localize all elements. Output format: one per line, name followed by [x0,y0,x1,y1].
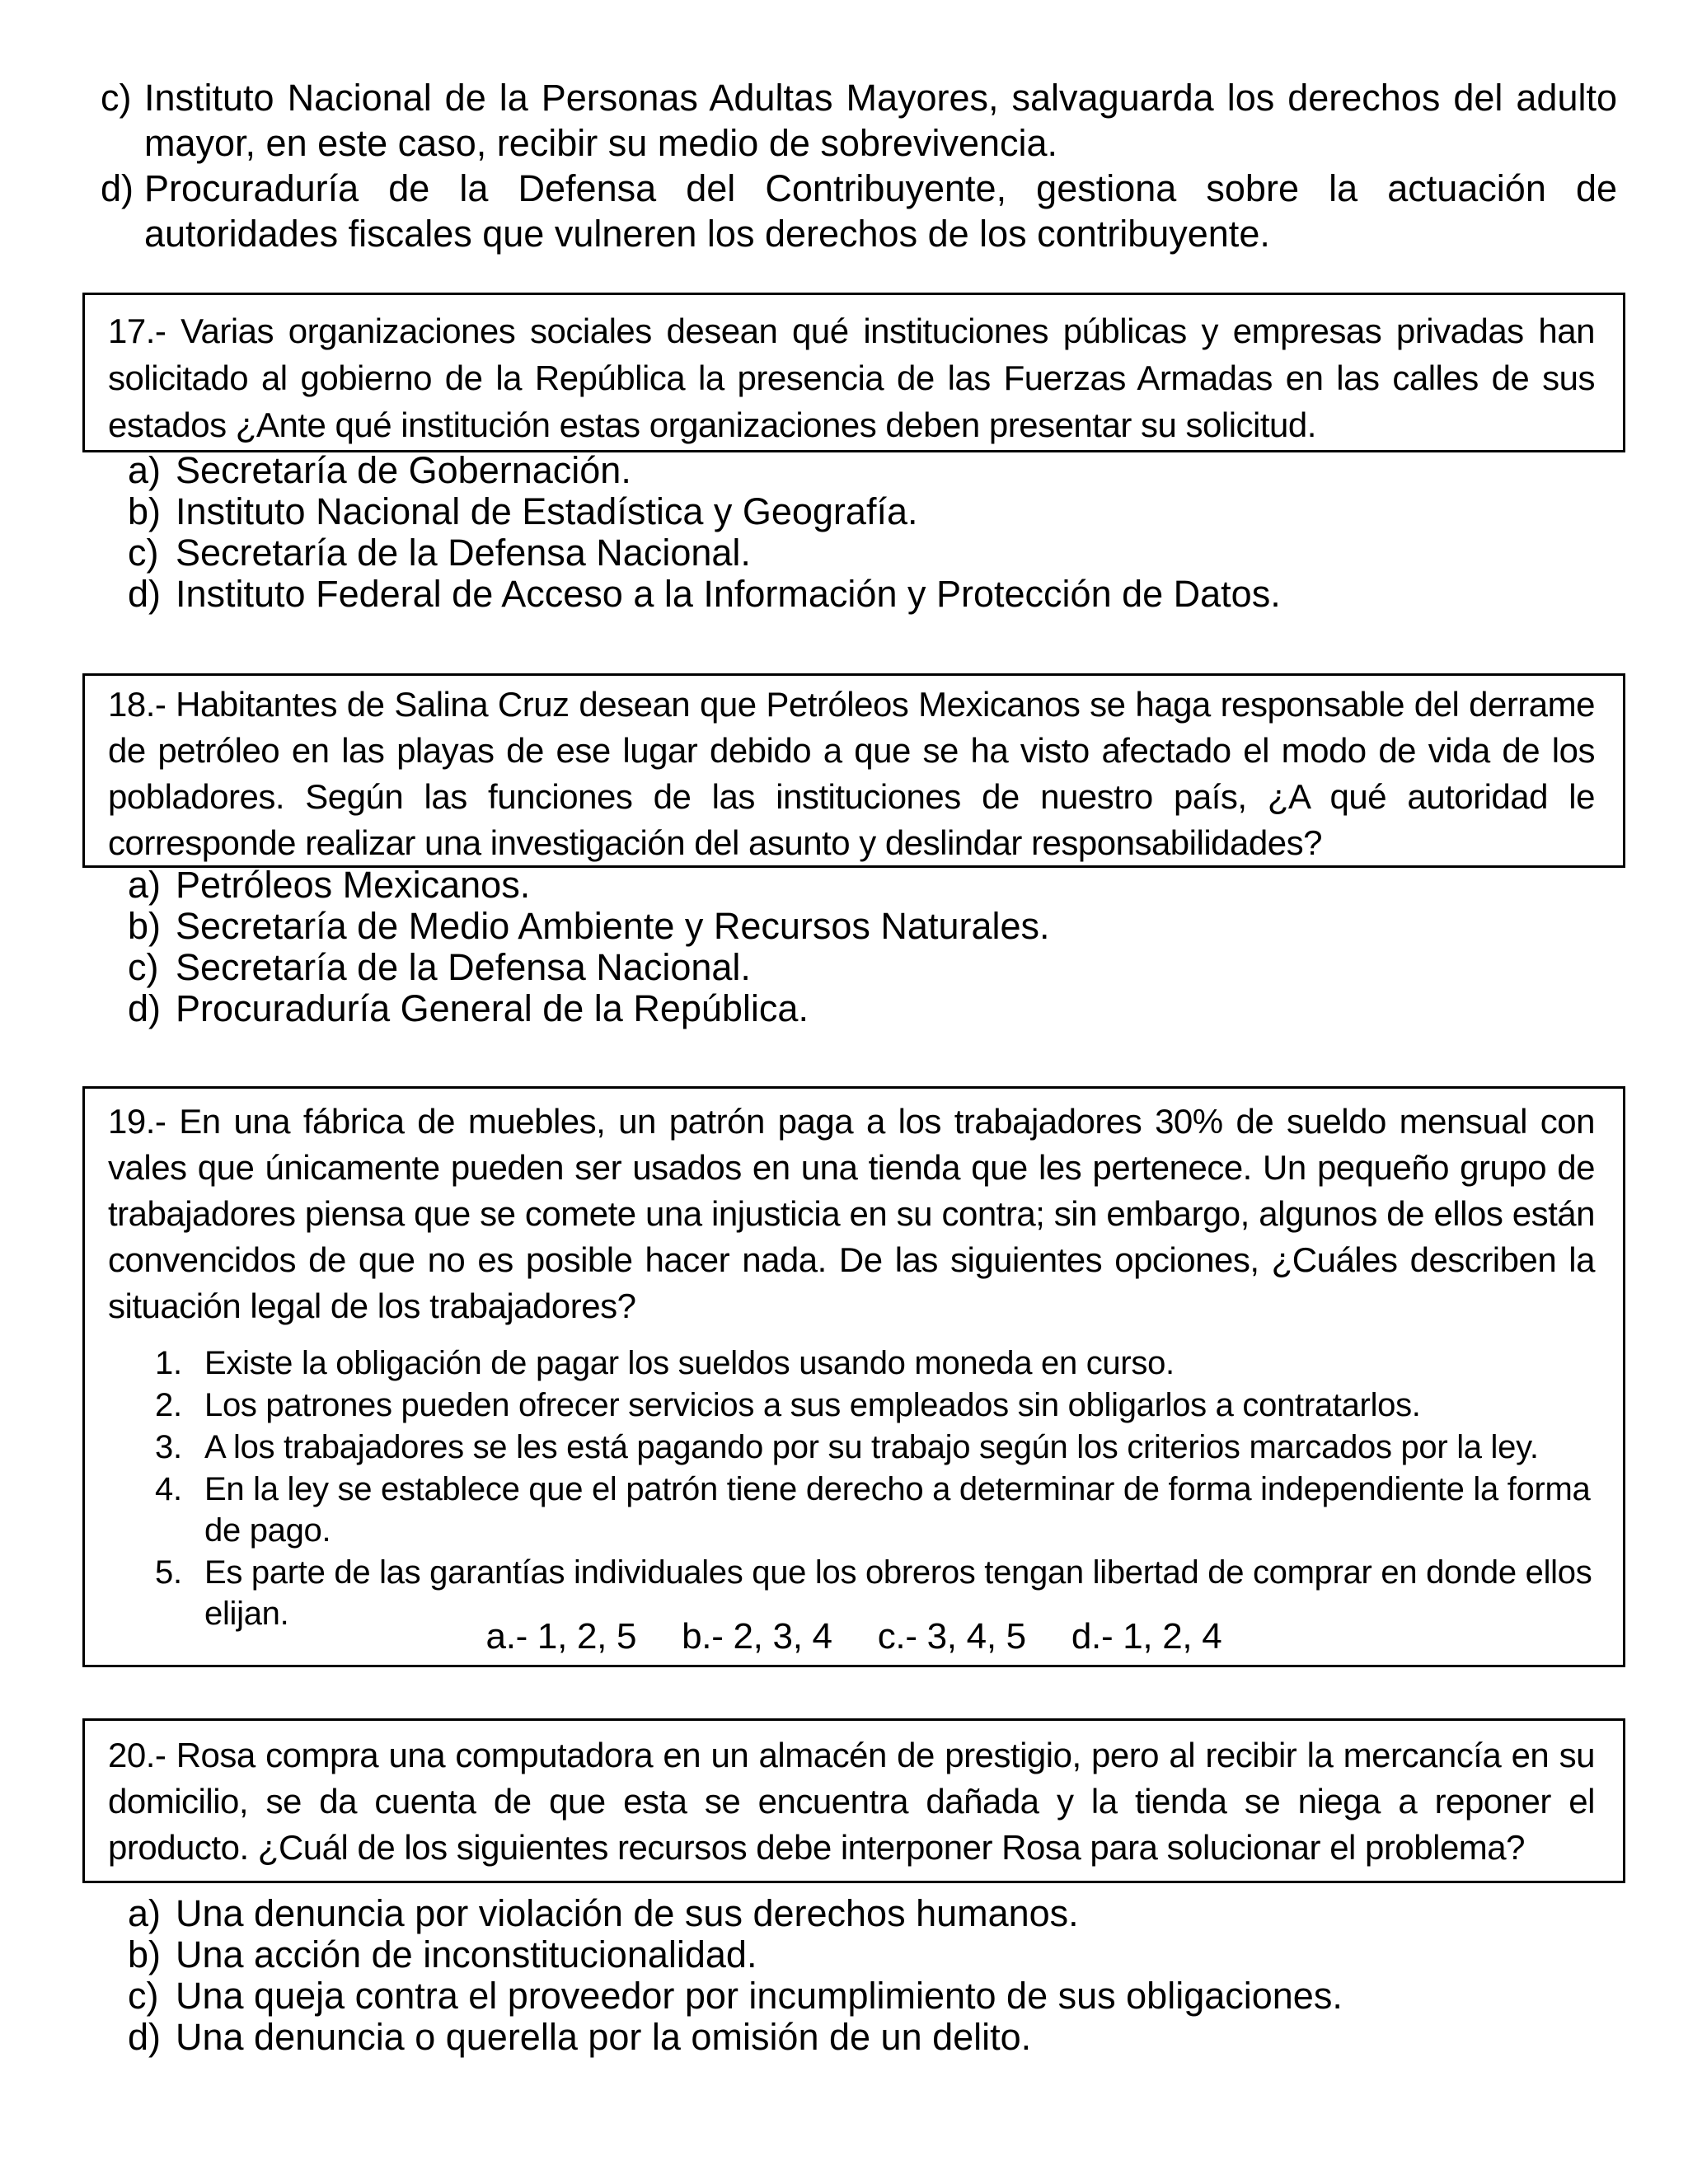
question-20-option-a [128,1893,1620,1934]
option-marker: a) [128,864,162,906]
option-marker: b) [128,905,162,947]
statement-marker: 2. [155,1387,182,1423]
question-19-answer-combinations [85,1616,1623,1657]
option-text: Procuraduría de la Defensa del Contribuyente, gestiona sobre la actuación de autoridades fiscales que vulneren los derechos de los contribuyente. [144,167,1617,255]
statement-text: A los trabajadores se les está pagando por su trabajo según los criterios marcados por la ley. [204,1429,1539,1465]
question-17-box [82,293,1625,452]
option-text: Petróleos Mexicanos. [176,864,531,906]
statement-2 [155,1385,1595,1426]
intro-option-d [101,166,1617,256]
option-text: Instituto Nacional de Estadística y Geografía. [176,490,918,532]
question-19-statements [108,1343,1595,1634]
question-17-option-d [128,574,1620,615]
question-18-box [82,673,1625,868]
option-marker: c) [128,1975,159,2017]
question-17-option-c [128,532,1620,574]
statement-3 [155,1427,1595,1468]
statement-1 [155,1343,1595,1384]
question-18-prompt: 18.- Habitantes de Salina Cruz desean que Petróleos Mexicanos se haga responsable del derrame de petróleo en las playas de ese lugar debido a que se ha visto afectado el modo de vida de los pobladores. Según las funciones de las instituciones de nuestro país, ¿A qué autoridad le corresponde realizar una investigación del asunto y deslindar responsabilidades? [108,685,1595,862]
option-marker: d) [128,573,162,615]
statement-marker: 1. [155,1345,182,1381]
statement-marker: 3. [155,1429,182,1465]
combination-a: a.- 1, 2, 5 [485,1616,637,1657]
combination-d: d.- 1, 2, 4 [1071,1616,1222,1657]
option-text: Instituto Nacional de la Personas Adultas Mayores, salvaguarda los derechos del adulto mayor, en este caso, recibir su medio de sobrevivencia. [144,77,1617,164]
statement-text: Los patrones pueden ofrecer servicios a sus empleados sin obligarlos a contratarlos. [204,1387,1421,1423]
option-marker: c) [101,77,132,119]
statement-marker: 5. [155,1554,182,1591]
question-18-option-d [128,988,1620,1029]
question-19-prompt: 19.- En una fábrica de muebles, un patrón paga a los trabajadores 30% de sueldo mensual con vales que únicamente pueden ser usados en una tienda que les pertenece. Un pequeño grupo de trabajadores piensa que se comete una injusticia en su contra; sin embargo, algunos de ellos están convencidos de que no es posible hacer nada. De las siguientes opciones, ¿Cuáles describen la situación legal de los trabajadores? [108,1102,1595,1325]
option-marker: a) [128,449,162,491]
question-18-option-a [128,865,1620,906]
question-20-options [128,1893,1620,2058]
statement-text: Es parte de las garantías individuales que los obreros tengan libertad de comprar en donde ellos elijan. [204,1554,1592,1632]
option-text: Secretaría de la Defensa Nacional. [176,532,751,574]
combination-c: c.- 3, 4, 5 [877,1616,1026,1657]
option-text: Secretaría de Medio Ambiente y Recursos Naturales. [176,905,1050,947]
option-text: Una queja contra el proveedor por incumplimiento de sus obligaciones. [176,1975,1343,2017]
option-marker: d) [101,167,134,209]
option-text: Secretaría de la Defensa Nacional. [176,946,751,988]
statement-text: En la ley se establece que el patrón tiene derecho a determinar de forma independiente la forma de pago. [204,1471,1591,1549]
option-text: Una acción de inconstitucionalidad. [176,1933,757,1975]
question-19-box [82,1086,1625,1667]
question-18-options [128,865,1620,1029]
option-marker: d) [128,987,162,1029]
question-20-option-c [128,1975,1620,2017]
question-17-prompt: 17.- Varias organizaciones sociales desean qué instituciones públicas y empresas privadas han solicitado al gobierno de la República la presencia de las Fuerzas Armadas en las calles de sus estados ¿Ante qué institución estas organizaciones deben presentar su solicitud. [108,312,1595,444]
option-text: Secretaría de Gobernación. [176,449,631,491]
option-text: Una denuncia o querella por la omisión de un delito. [176,2016,1032,2058]
intro-option-c [101,75,1617,166]
option-marker: c) [128,946,159,988]
option-marker: b) [128,490,162,532]
question-20-prompt: 20.- Rosa compra una computadora en un almacén de prestigio, pero al recibir la mercancía en su domicilio, se da cuenta de que esta se encuentra dañada y la tienda se niega a reponer el producto. ¿Cuál de los siguientes recursos debe interponer Rosa para solucionar el problema? [108,1736,1595,1867]
option-text: Una denuncia por violación de sus derechos humanos. [176,1892,1079,1934]
statement-marker: 4. [155,1471,182,1507]
option-marker: a) [128,1892,162,1934]
question-20-box [82,1718,1625,1883]
option-marker: b) [128,1933,162,1975]
option-text: Procuraduría General de la República. [176,987,809,1029]
question-17-option-a [128,450,1620,491]
option-marker: c) [128,532,159,574]
statement-4 [155,1469,1595,1551]
question-17-options [128,450,1620,615]
question-20-option-d [128,2017,1620,2058]
question-18-option-c [128,947,1620,988]
question-18-option-b [128,906,1620,947]
statement-text: Existe la obligación de pagar los sueldos usando moneda en curso. [204,1345,1175,1381]
option-marker: d) [128,2016,162,2058]
question-20-option-b [128,1934,1620,1975]
combination-b: b.- 2, 3, 4 [682,1616,832,1657]
question-17-option-b [128,491,1620,532]
option-text: Instituto Federal de Acceso a la Información y Protección de Datos. [176,573,1281,615]
previous-question-options [101,75,1617,256]
